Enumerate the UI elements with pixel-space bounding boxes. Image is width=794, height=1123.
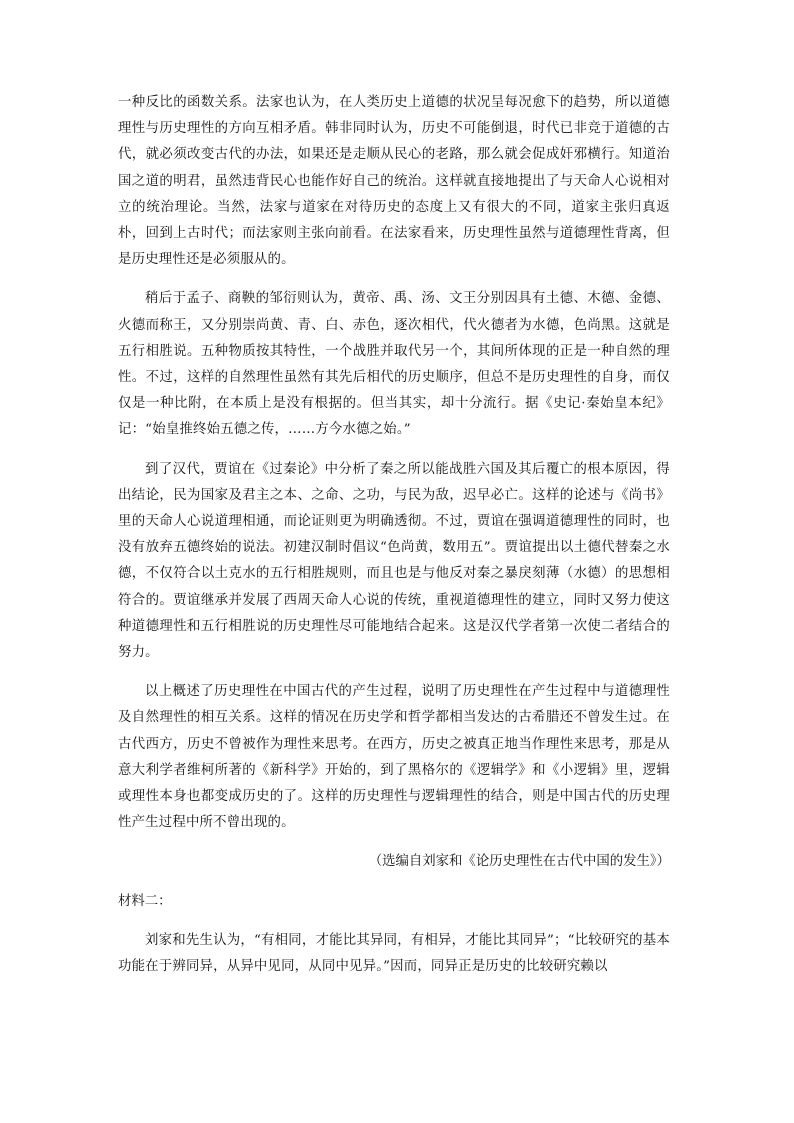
document-page bbox=[118, 90, 670, 980]
paragraph-material-two: 刘家和先生认为，“有相同，才能比其异同，有相异，才能比其同异”；“比较研究的基本功能在于辨同异，从异中见同，从同中见异。”因而，同异正是历史的比较研究赖以 bbox=[118, 932, 670, 975]
paragraph-five-phases: 稍后于孟子、商鞅的邹衍则认为，黄帝、禹、汤、文王分别因具有土德、木德、金德、火德而称王，又分别崇尚黄、青、白、赤色，逐次相代，代火德者为水德，色尚黑。这就是五行相胜说。五种物质按其特性，一个战胜并取代另一个，其间所体现的正是一种自然的理性。不过，这样的自然理性虽然有其先后相代的历史顺序，但总不是历史理性的自身，而仅仅是一种比附，在本质上是没有根据的。但当其实，却十分流行。据《史记·秦始皇本纪》记：“始皇推终始五德之传，……方今水德之始。” bbox=[118, 291, 670, 438]
paragraph-summary: 以上概述了历史理性在中国古代的产生过程，说明了历史理性在产生过程中与道德理性及自然理性的相互关系。这样的情况在历史学和哲学都相当发达的古希腊还不曾发生过。在古代西方，历史不曾被作为理性来思考。在西方，历史之被真正地当作理性来思考，那是从意大利学者维柯所著的《新科学》开始的，到了黑格尔的《逻辑学》和《小逻辑》里，逻辑或理性本身也都变成历史的了。这样的历史理性与逻辑理性的结合，则是中国古代的历史理性产生过程中所不曾出现的。 bbox=[118, 684, 670, 831]
source-citation: （选编自刘家和《论历史理性在古代中国的发生》） bbox=[368, 854, 670, 870]
material-two-label: 材料二： bbox=[118, 893, 172, 909]
paragraph-jia-yi: 到了汉代，贾谊在《过秦论》中分析了秦之所以能战胜六国及其后覆亡的根本原因，得出结论，民为国家及君主之本、之命、之功，与民为敌，迟早必亡。这样的论述与《尚书》里的天命人心说道理相通，而论证则更为明确透彻。不过，贾谊在强调道德理性的同时，也没有放弃五德终始的说法。初建汉制时倡议“色尚黄，数用五”。贾谊提出以土德代替秦之水德，不仅符合以土克水的五行相胜规则，而且也是与他反对秦之暴戾刻薄（水德）的思想相符合的。贾谊继承并发展了西周天命人心说的传统，重视道德理性的建立，同时又努力使这种道德理性和五行相胜说的历史理性尽可能地结合起来。这是汉代学者第一次使二者结合的努力。 bbox=[118, 461, 670, 661]
paragraph-legalist-theory: 一种反比的函数关系。法家也认为，在人类历史上道德的状况呈每况愈下的趋势，所以道德理性与历史理性的方向互相矛盾。韩非同时认为，历史不可能倒退，时代已非竞于道德的古代，就必须改变古代的办法，如果还是走顺从民心的老路，那么就会促成奸邪横行。知道治国之道的明君，虽然违背民心也能作好自己的统治。这样就直接地提出了与天命人心说相对立的统治理论。当然，法家与道家在对待历史的态度上又有很大的不同，道家主张归真返朴，回到上古时代；而法家则主张向前看。在法家看来，历史理性虽然与道德理性背离，但是历史理性还是必须服从的。 bbox=[118, 95, 670, 268]
